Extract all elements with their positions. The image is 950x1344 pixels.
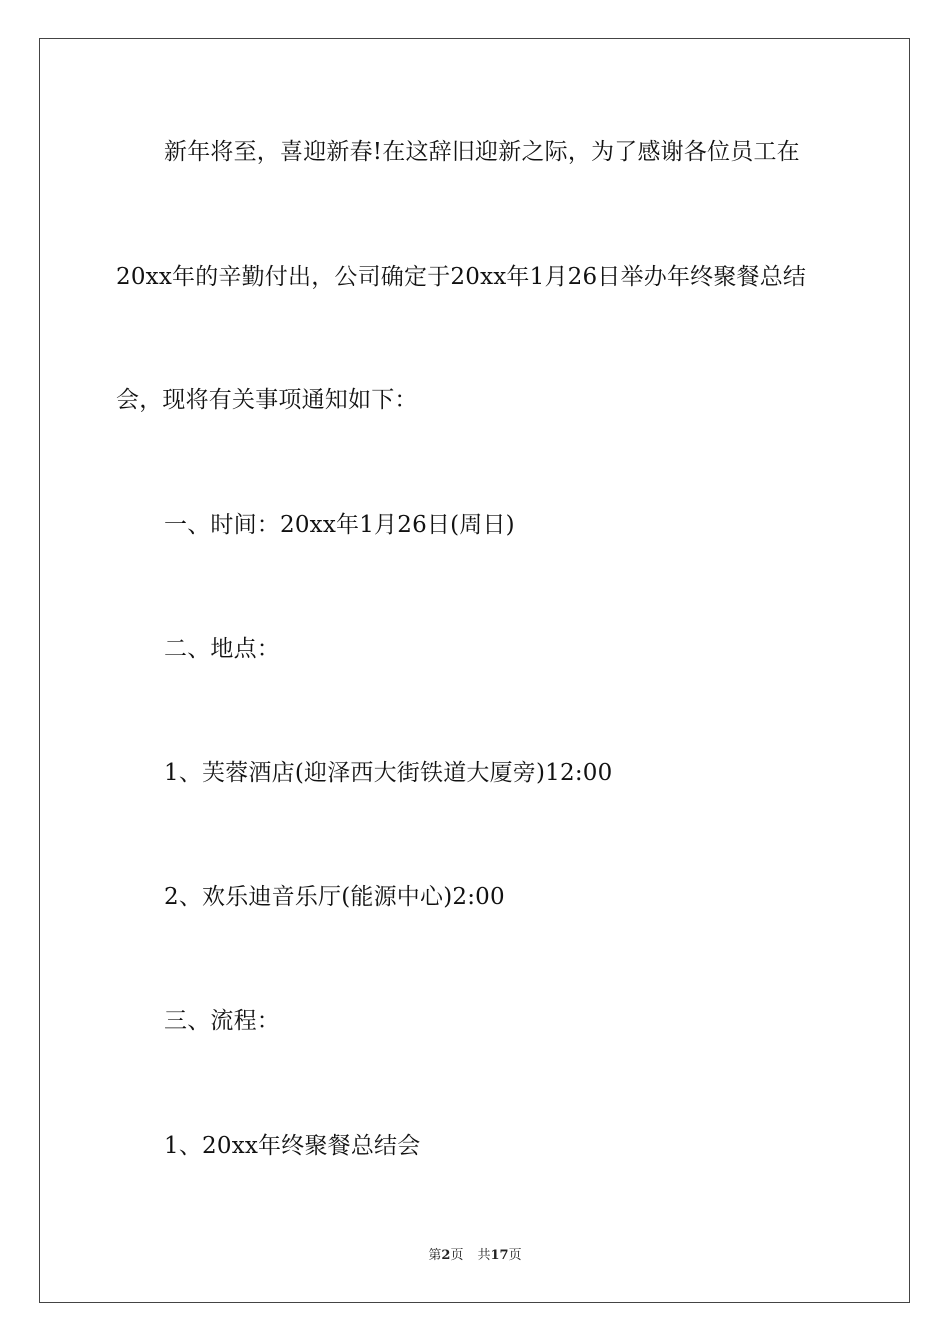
total-prefix: 共 (477, 1248, 491, 1263)
section-process-heading: 三、流程： (164, 1008, 280, 1034)
location-item-1: 1、芙蓉酒店(迎泽西大街铁道大厦旁)12:00 (164, 760, 613, 786)
page-number: 2 (441, 1248, 451, 1263)
section-time: 一、时间：20xx年1月26日(周日) (164, 512, 515, 538)
location-item-2: 2、欢乐迪音乐厅(能源中心)2:00 (164, 884, 505, 910)
page-border (39, 38, 910, 1303)
paragraph-line-2: 20xx年的辛勤付出，公司确定于20xx年1月26日举办年终聚餐总结 (116, 264, 807, 290)
process-item-1: 1、20xx年终聚餐总结会 (164, 1133, 421, 1159)
total-suffix: 页 (508, 1248, 522, 1263)
page-prefix: 第 (428, 1248, 442, 1263)
page-footer (0, 1247, 950, 1265)
paragraph-line-1: 新年将至，喜迎新春!在这辞旧迎新之际，为了感谢各位员工在 (164, 139, 800, 165)
section-location-heading: 二、地点： (164, 636, 280, 662)
page-suffix: 页 (450, 1248, 464, 1263)
paragraph-line-3: 会，现将有关事项通知如下： (116, 387, 418, 413)
total-pages: 17 (490, 1248, 509, 1263)
